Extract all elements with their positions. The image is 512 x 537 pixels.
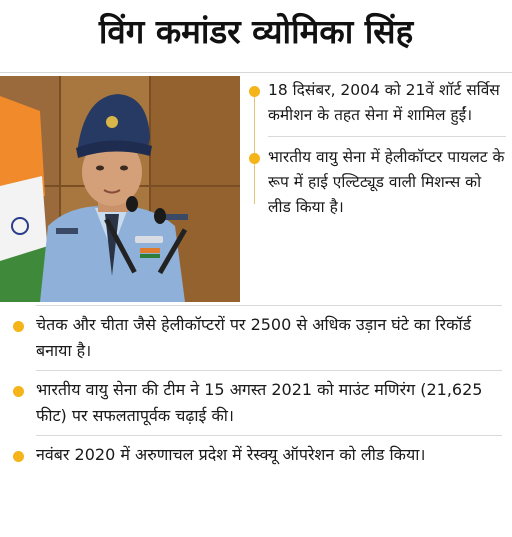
bottom-bullet-list (0, 305, 512, 468)
title-divider (0, 72, 512, 73)
page-title: विंग कमांडर व्योमिका सिंह (98, 12, 414, 51)
list-item (0, 377, 512, 429)
list-item (244, 78, 506, 128)
bullet-dot-icon (249, 153, 260, 164)
list-item (0, 312, 512, 364)
bullet-dot-icon (249, 86, 260, 97)
bullet-dot-icon (13, 386, 24, 397)
bullet-text: नवंबर 2020 में अरुणाचल प्रदेश में रेस्क्यू ऑपरेशन को लीड किया। (36, 445, 426, 464)
bullet-text: भारतीय वायु सेना में हेलीकॉप्टर पायलट के रूप में हाई एल्टिट्यूड वाली मिशन्स को लीड किया है। (268, 148, 505, 216)
bullet-text: भारतीय वायु सेना की टीम ने 15 अगस्त 2021 को माउंट मणिरंग (21,625 फीट) पर सफलतापूर्वक चढ़ाई की। (36, 380, 483, 425)
divider (36, 370, 502, 371)
divider (268, 136, 506, 137)
bullet-text: 18 दिसंबर, 2004 को 21वें शॉर्ट सर्विस कमीशन के तहत सेना में शामिल हुईं। (268, 81, 500, 124)
divider (36, 305, 502, 306)
list-item (244, 145, 506, 220)
bullet-dot-icon (13, 451, 24, 462)
bullet-text: चेतक और चीता जैसे हेलीकॉप्टरों पर 2500 से अधिक उड़ान घंटे का रिकॉर्ड बनाया है। (36, 315, 472, 360)
list-item (0, 442, 512, 468)
right-bullet-list (244, 78, 506, 220)
bullet-dot-icon (13, 321, 24, 332)
officer-photo (0, 76, 240, 302)
officer-portrait-icon (0, 76, 240, 302)
divider (36, 435, 502, 436)
